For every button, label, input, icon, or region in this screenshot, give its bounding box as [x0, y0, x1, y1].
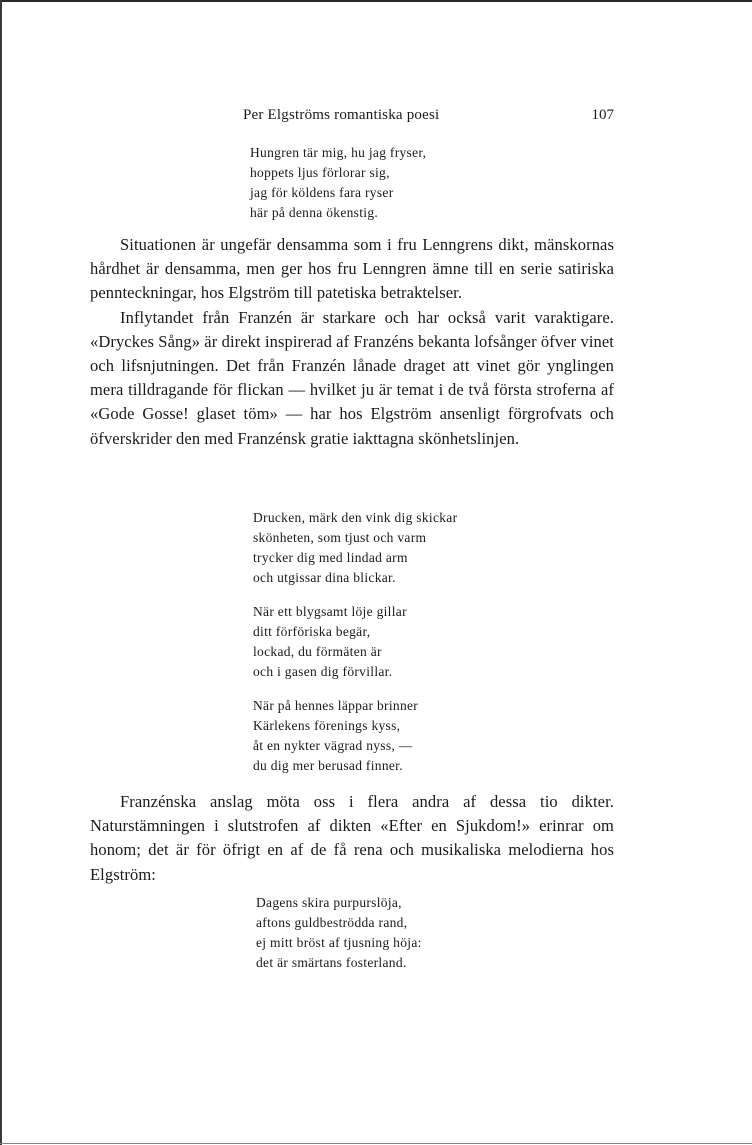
verse-line: Dagens skira purpurslöja, — [256, 895, 402, 910]
page-number: 107 — [591, 107, 614, 123]
verse-quote-2 — [253, 508, 457, 776]
verse-line: lockad, du förmäten är — [253, 644, 382, 659]
page-edge-left — [0, 0, 2, 1145]
verse-line: ditt förföriska begär, — [253, 624, 371, 639]
verse-line: Kärlekens förenings kyss, — [253, 718, 401, 733]
verse-line: det är smärtans fosterland. — [256, 955, 407, 970]
verse-quote-1 — [250, 143, 426, 223]
page-edge-top — [0, 0, 752, 2]
verse-line: åt en nykter vägrad nyss, — — [253, 738, 413, 753]
paragraph: Inflytandet från Franzén är starkare och har också varit varaktigare. «Dryckes Sång» är direkt inspirerad af Franzéns bekanta lofsånger öfver vinet och lifsnjutningen. Det från Franzén lånade draget att vinet gör ynglingen mera tilldragande för flickan — hvilket ju är temat i de två första stroferna af «Gode Gosse! glaset töm» — har hos Elgström ansenligt förgrofvats och öfverskrider den med Franzénsk gratie iakttagna skönhetslinjen. — [90, 307, 614, 448]
page-edge-bottom — [0, 1143, 752, 1144]
paragraph: Franzénska anslag möta oss i flera andra af dessa tio dikter. Naturstämningen i slutstrofen af dikten «Efter en Sjukdom!» erinrar om honom; det är för öfrigt en af de få rena och musikaliska melodierna hos Elgström: — [90, 792, 614, 884]
verse-line: Hungren tär mig, hu jag fryser, — [250, 145, 427, 160]
running-title: Per Elgströms romantiska poesi — [243, 107, 440, 123]
verse-line: När ett blygsamt löje gillar — [253, 604, 407, 619]
prose-block-2 — [90, 790, 614, 887]
verse-line: jag för köldens fara ryser — [250, 185, 394, 200]
stanza — [253, 696, 457, 776]
verse-line: Drucken, märk den vink dig skickar — [253, 510, 458, 525]
verse-line: ej mitt bröst af tjusning höja: — [256, 935, 422, 950]
running-head — [90, 107, 614, 127]
prose-block-1 — [90, 233, 614, 451]
verse-line: trycker dig med lindad arm — [253, 550, 408, 565]
verse-line: hoppets ljus förlorar sig, — [250, 165, 390, 180]
stanza — [253, 602, 457, 682]
verse-line: här på denna ökenstig. — [250, 205, 379, 220]
paragraph: Situationen är ungefär densamma som i fru Lenngrens dikt, mänskornas hårdhet är densamma, men ger hos fru Lenngren ämne till en serie satiriska pennteckningar, hos Elgström till patetiska betraktelser. — [90, 235, 614, 303]
verse-line: skönheten, som tjust och varm — [253, 530, 427, 545]
verse-line: När på hennes läppar brinner — [253, 698, 419, 713]
stanza — [253, 508, 457, 588]
verse-line: du dig mer berusad finner. — [253, 758, 403, 773]
verse-line: och i gasen dig förvillar. — [253, 664, 393, 679]
verse-quote-3 — [256, 893, 422, 973]
verse-line: aftons guldbeströdda rand, — [256, 915, 408, 930]
verse-line: och utgissar dina blickar. — [253, 570, 396, 585]
